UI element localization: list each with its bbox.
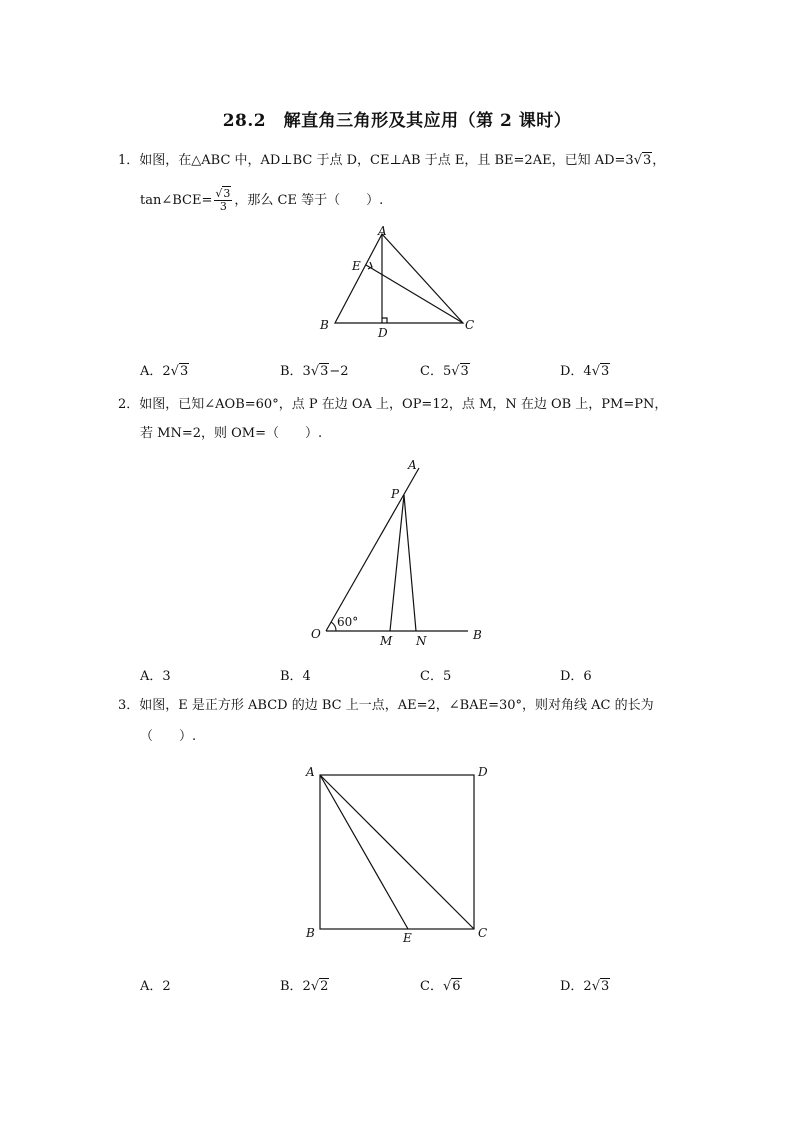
triangle-abc (335, 234, 463, 323)
label-b: B (473, 628, 482, 642)
label-a: A (378, 224, 387, 238)
page-title: 28.2 解直角三角形及其应用（第 2 课时） (222, 111, 572, 131)
q3-text-b: （ ）. (140, 729, 197, 744)
q2-number: 2． (118, 397, 140, 412)
q1-figure (310, 222, 490, 340)
diagonal-ac (320, 775, 474, 929)
segment-pn (404, 495, 416, 631)
q2-line-1 (118, 396, 678, 414)
right-angle-e (368, 262, 372, 269)
label-n: N (416, 634, 427, 648)
label-c: C (478, 926, 488, 940)
q3-line-1 (118, 697, 678, 715)
label-d: D (478, 765, 488, 779)
q3-text-a: 如图，E 是正方形 ABCD 的边 BC 上一点，AE=2，∠BAE=30°，则对角线 AC 的长为 (139, 698, 654, 713)
label-m: M (380, 634, 393, 648)
q1-line-1: 1．如图，在△ABC 中，AD⊥BC 于点 D，CE⊥AB 于点 E，且 BE=2AE，已知 AD=3√3， (118, 153, 666, 168)
q2-line-2 (140, 425, 700, 443)
q3-option-a[interactable]: A．2 (140, 979, 171, 994)
q1-text-a: 如图，在△ABC 中，AD⊥BC 于点 D，CE⊥AB 于点 E，且 BE=2AE，已知 AD=3 (139, 153, 634, 168)
segment-ae (320, 775, 408, 929)
q1-text-b-post: ，那么 CE 等于（ ）. (234, 193, 384, 208)
q2-text-b: 若 MN=2，则 OM=（ ）. (140, 426, 323, 441)
q3-line-2 (140, 728, 700, 746)
q1-option-a[interactable]: A．2√3 (140, 364, 189, 379)
right-angle-d (382, 318, 387, 323)
q1-number: 1． (118, 153, 140, 168)
q3-number: 3． (118, 698, 140, 713)
label-p: P (391, 487, 400, 501)
label-e: E (352, 259, 361, 273)
label-b: B (306, 926, 315, 940)
q2-text-a: 如图，已知∠AOB=60°，点 P 在边 OA 上，OP=12，点 M，N 在边 OB 上，PM=PN， (139, 397, 668, 412)
label-c: C (465, 318, 475, 332)
q2-figure (300, 455, 500, 650)
q1-fraction: $\frac{√3}{3}$ (215, 187, 231, 213)
q3-option-c[interactable]: C．√6 (420, 979, 461, 994)
label-o: O (311, 627, 321, 641)
q2-option-b[interactable]: B．4 (280, 669, 311, 684)
q2-option-c[interactable]: C．5 (420, 669, 452, 684)
q3-option-b[interactable]: B．2√2 (280, 979, 329, 994)
label-d: D (378, 326, 388, 340)
altitude-ce (366, 265, 463, 323)
label-a: A (408, 458, 417, 472)
label-e: E (403, 931, 412, 945)
q1-option-c[interactable]: C．5√3 (420, 364, 469, 379)
label-b: B (320, 318, 329, 332)
q1-line-2 (140, 188, 700, 213)
q1-text-b-pre: tan∠BCE= (140, 193, 213, 208)
q1-option-d[interactable]: D．4√3 (560, 364, 610, 379)
ray-oa (326, 468, 419, 631)
angle-arc (331, 622, 336, 631)
q1-sqrt-a: √3 (633, 153, 652, 168)
label-a: A (306, 765, 315, 779)
q2-option-a[interactable]: A．3 (140, 669, 171, 684)
q3-option-d[interactable]: D．2√3 (560, 979, 610, 994)
angle-label: 60° (337, 615, 359, 629)
q3-figure (300, 760, 500, 950)
q2-option-d[interactable]: D．6 (560, 669, 592, 684)
q1-option-b[interactable]: B．3√3−2 (280, 364, 349, 379)
